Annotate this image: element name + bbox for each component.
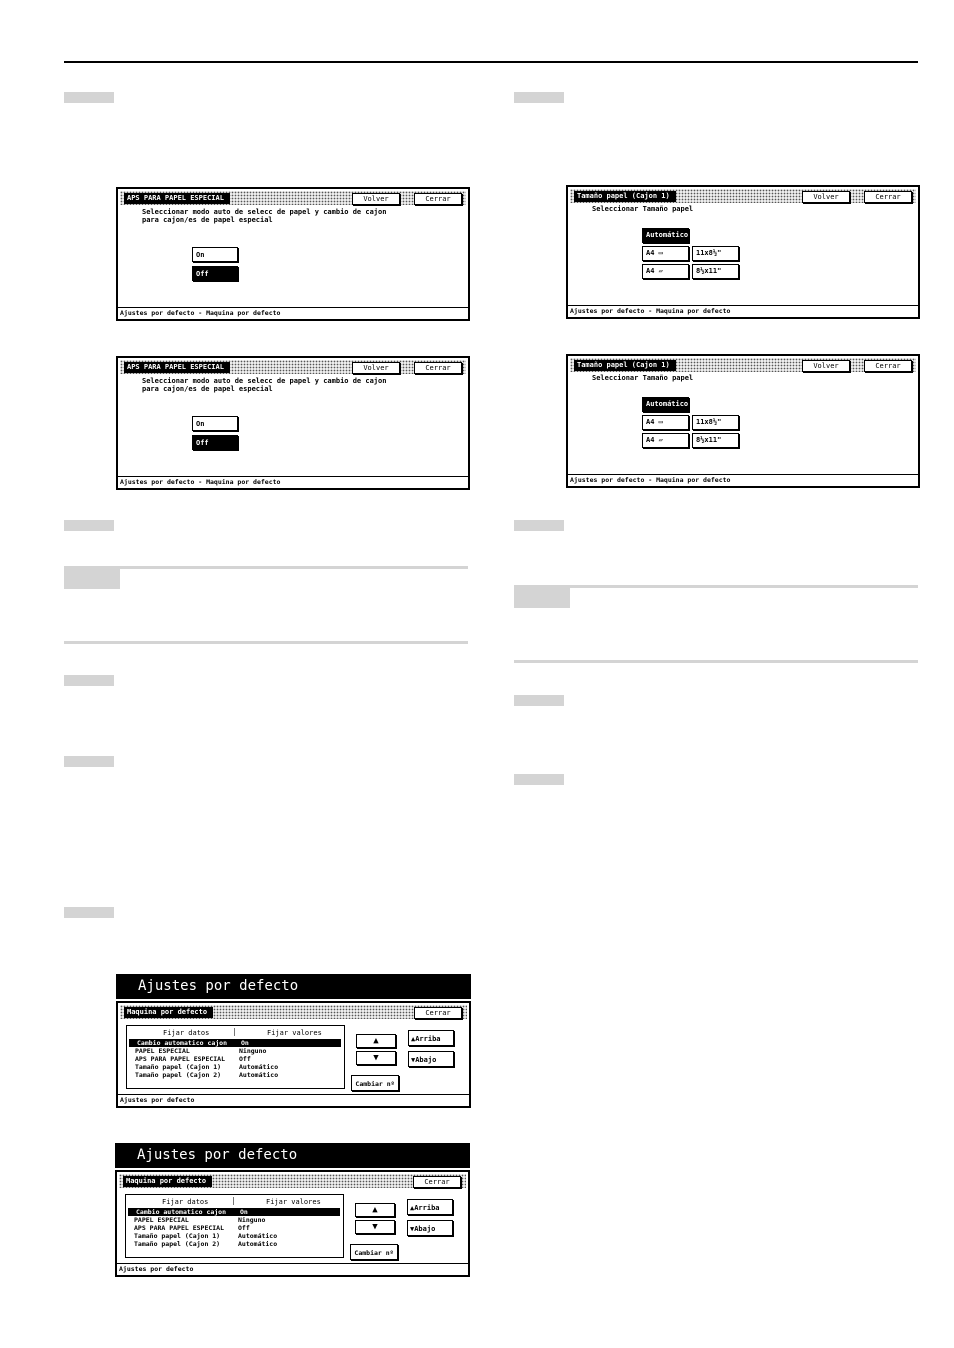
triangle-up-icon: ▲ xyxy=(411,1035,416,1043)
step-marker xyxy=(514,92,564,103)
scroll-up-button[interactable] xyxy=(356,1034,396,1048)
triangle-up-icon: ▲ xyxy=(373,1036,379,1046)
option-off-button[interactable]: Off xyxy=(192,435,238,450)
table-row[interactable]: Tamaño papel (Cajon 2) Automático xyxy=(135,1071,279,1079)
instruction-text: Seleccionar modo auto de selecc de papel y cambio de cajon xyxy=(142,377,387,385)
back-button[interactable]: Volver xyxy=(352,193,400,205)
defaults-screen xyxy=(115,1143,470,1277)
panel-footer: Ajustes por defecto - Maquina por defecto xyxy=(118,476,468,488)
close-button[interactable]: Cerrar xyxy=(414,362,462,374)
machine-defaults-panel xyxy=(116,1001,471,1108)
back-button[interactable]: Volver xyxy=(352,362,400,374)
option-on-button[interactable]: On xyxy=(192,416,238,431)
step-marker xyxy=(514,774,564,785)
scroll-up-button[interactable] xyxy=(355,1203,395,1217)
close-button[interactable]: Cerrar xyxy=(414,1007,462,1019)
column-header: Fijar valores xyxy=(266,1198,321,1206)
step-marker xyxy=(64,520,114,531)
table-row[interactable]: Tamaño papel (Cajon 1) Automático xyxy=(134,1232,278,1240)
note-marker xyxy=(64,569,120,589)
aps-special-paper-panel xyxy=(116,356,470,490)
column-header: Fijar valores xyxy=(267,1029,322,1037)
panel-footer: Ajustes por defecto - Maquina por defecto xyxy=(118,307,468,319)
paper-size-panel xyxy=(566,185,920,319)
close-button[interactable]: Cerrar xyxy=(413,1176,461,1188)
triangle-down-icon: ▼ xyxy=(373,1053,379,1063)
table-row[interactable]: Cambio automatico cajon On xyxy=(128,1208,340,1216)
triangle-up-icon: ▲ xyxy=(410,1204,415,1212)
panel-header xyxy=(120,360,466,374)
panel-title: Tamaño papel (Cajon 1) xyxy=(574,191,676,202)
panel-header xyxy=(120,191,466,205)
triangle-down-icon: ▼ xyxy=(411,1056,416,1064)
table-row[interactable]: APS PARA PAPEL ESPECIAL Off xyxy=(134,1224,250,1232)
close-button[interactable]: Cerrar xyxy=(864,191,912,203)
instruction-text: Seleccionar Tamaño papel xyxy=(592,374,694,382)
back-button[interactable]: Volver xyxy=(802,191,850,203)
size-11x8-button[interactable]: 11x8½" xyxy=(692,415,739,430)
panel-subtitle: Maquina por defecto xyxy=(124,1007,213,1018)
note-rule-top xyxy=(514,585,918,588)
triangle-up-icon: ▲ xyxy=(372,1205,378,1215)
table-row[interactable]: Cambio automatico cajon On xyxy=(129,1039,341,1047)
settings-list xyxy=(125,1194,344,1258)
triangle-down-icon: ▼ xyxy=(372,1222,378,1232)
note-marker xyxy=(514,588,570,608)
size-a4-button[interactable]: A4 ▭ xyxy=(642,246,689,261)
table-row[interactable]: PAPEL ESPECIAL Ninguno xyxy=(134,1216,266,1224)
defaults-screen xyxy=(116,974,471,1108)
step-marker xyxy=(64,92,114,103)
back-button[interactable]: Volver xyxy=(802,360,850,372)
column-header: Fijar datos xyxy=(163,1029,210,1037)
scroll-down-button[interactable] xyxy=(356,1051,396,1065)
table-row[interactable]: APS PARA PAPEL ESPECIAL Off xyxy=(135,1055,251,1063)
option-on-button[interactable]: On xyxy=(192,247,238,262)
instruction-text: Seleccionar Tamaño papel xyxy=(592,205,694,213)
step-marker xyxy=(514,695,564,706)
note-rule-bottom xyxy=(64,641,468,644)
close-button[interactable]: Cerrar xyxy=(414,193,462,205)
settings-list xyxy=(126,1025,345,1089)
paper-size-panel xyxy=(566,354,920,488)
screen-title: Ajustes por defecto xyxy=(116,974,471,999)
step-marker xyxy=(64,675,114,686)
table-row[interactable]: PAPEL ESPECIAL Ninguno xyxy=(135,1047,267,1055)
panel-header xyxy=(570,189,916,203)
column-header: Fijar datos xyxy=(162,1198,209,1206)
size-a4r-button[interactable]: A4 ▱ xyxy=(642,433,689,448)
instruction-text: para cajon/es de papel especial xyxy=(142,216,273,224)
change-number-button[interactable]: Cambiar nº xyxy=(351,1075,399,1091)
auto-size-button[interactable]: Automático xyxy=(642,228,689,243)
machine-defaults-panel xyxy=(115,1170,470,1277)
column-divider xyxy=(233,1197,234,1205)
panel-subtitle: Maquina por defecto xyxy=(123,1176,212,1187)
panel-footer: Ajustes por defecto xyxy=(118,1094,469,1106)
up-button[interactable]: ▲Arriba xyxy=(407,1199,453,1215)
note-rule-top xyxy=(64,566,468,569)
panel-footer: Ajustes por defecto xyxy=(117,1263,468,1275)
panel-title: APS PARA PAPEL ESPECIAL xyxy=(124,193,230,204)
screen-title: Ajustes por defecto xyxy=(115,1143,470,1168)
column-divider xyxy=(234,1028,235,1036)
option-off-button[interactable]: Off xyxy=(192,266,238,281)
step-marker xyxy=(64,907,114,918)
size-a4-button[interactable]: A4 ▭ xyxy=(642,415,689,430)
note-rule-bottom xyxy=(514,660,918,663)
panel-title: APS PARA PAPEL ESPECIAL xyxy=(124,362,230,373)
auto-size-button[interactable]: Automático xyxy=(642,397,689,412)
size-8x11-button[interactable]: 8½x11" xyxy=(692,264,739,279)
scroll-down-button[interactable] xyxy=(355,1220,395,1234)
size-11x8-button[interactable]: 11x8½" xyxy=(692,246,739,261)
size-8x11-button[interactable]: 8½x11" xyxy=(692,433,739,448)
down-button[interactable]: ▼Abajo xyxy=(408,1051,454,1067)
size-a4r-button[interactable]: A4 ▱ xyxy=(642,264,689,279)
panel-footer: Ajustes por defecto - Maquina por defecto xyxy=(568,474,918,486)
step-marker xyxy=(64,756,114,767)
aps-special-paper-panel xyxy=(116,187,470,321)
table-row[interactable]: Tamaño papel (Cajon 2) Automático xyxy=(134,1240,278,1248)
triangle-down-icon: ▼ xyxy=(410,1225,415,1233)
panel-header xyxy=(119,1174,466,1188)
panel-title: Tamaño papel (Cajon 1) xyxy=(574,360,676,371)
instruction-text: para cajon/es de papel especial xyxy=(142,385,273,393)
close-button[interactable]: Cerrar xyxy=(864,360,912,372)
panel-header xyxy=(570,358,916,372)
down-button[interactable]: ▼Abajo xyxy=(407,1220,453,1236)
panel-header xyxy=(120,1005,467,1019)
up-button[interactable]: ▲Arriba xyxy=(408,1030,454,1046)
instruction-text: Seleccionar modo auto de selecc de papel y cambio de cajon xyxy=(142,208,387,216)
step-marker xyxy=(514,520,564,531)
panel-footer: Ajustes por defecto - Maquina por defecto xyxy=(568,305,918,317)
change-number-button[interactable]: Cambiar nº xyxy=(350,1244,398,1260)
page-top-rule xyxy=(64,61,918,63)
table-row[interactable]: Tamaño papel (Cajon 1) Automático xyxy=(135,1063,279,1071)
